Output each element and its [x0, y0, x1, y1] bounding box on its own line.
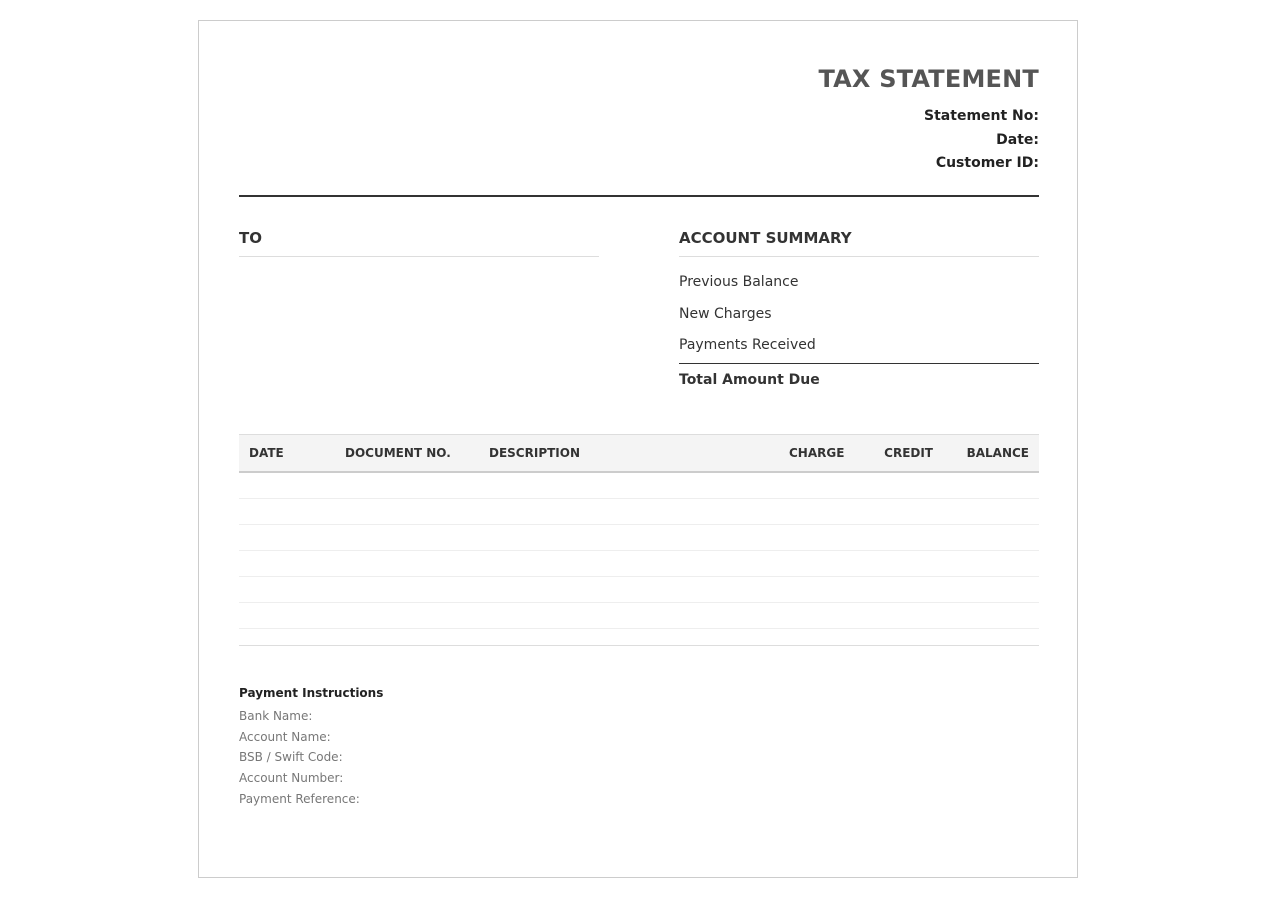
cell-credit [847, 498, 943, 524]
account-summary-list [679, 267, 1039, 396]
account-summary-section [679, 227, 1039, 396]
cell-description [479, 576, 779, 602]
cell-date [239, 498, 335, 524]
recipient-heading: TO [239, 227, 599, 257]
cell-credit [847, 472, 943, 499]
total-amount-due-label: Total Amount Due [679, 363, 1039, 396]
account-summary-heading: ACCOUNT SUMMARY [679, 227, 1039, 257]
statement-number-label: Statement No: [924, 108, 1039, 124]
account-number-label: Account Number: [239, 771, 344, 786]
bsb-swift-code-label: BSB / Swift Code: [239, 750, 343, 765]
cell-description [479, 550, 779, 576]
column-header-description: DESCRIPTION [479, 435, 779, 472]
cell-description [479, 498, 779, 524]
cell-credit [847, 602, 943, 628]
cell-credit [847, 524, 943, 550]
cell-document-no [335, 576, 479, 602]
cell-date [239, 472, 335, 499]
cell-balance [943, 472, 1039, 499]
cell-description [479, 524, 779, 550]
statement-page [198, 20, 1078, 878]
cell-document-no [335, 550, 479, 576]
column-header-charge: CHARGE [779, 435, 847, 472]
cell-charge [779, 550, 847, 576]
payment-instructions-heading: Payment Instructions [239, 686, 384, 700]
table-row [239, 602, 1039, 628]
table-row [239, 576, 1039, 602]
table-row [239, 498, 1039, 524]
column-header-date: DATE [239, 435, 335, 472]
account-name-label: Account Name: [239, 729, 331, 744]
column-header-credit: CREDIT [847, 435, 943, 472]
cell-document-no [335, 472, 479, 499]
previous-balance-label: Previous Balance [679, 274, 799, 290]
statement-header [239, 21, 1039, 197]
cell-credit [847, 576, 943, 602]
column-header-document-no: DOCUMENT NO. [335, 435, 479, 472]
statement-table [239, 434, 1039, 629]
cell-balance [943, 576, 1039, 602]
cell-charge [779, 576, 847, 602]
cell-document-no [335, 524, 479, 550]
table-row [239, 472, 1039, 499]
cell-date [239, 550, 335, 576]
statement-table-section [239, 434, 1039, 646]
cell-description [479, 602, 779, 628]
cell-document-no [335, 602, 479, 628]
bank-name-label: Bank Name: [239, 709, 313, 723]
cell-date [239, 524, 335, 550]
cell-charge [779, 472, 847, 499]
cell-description [479, 472, 779, 499]
cell-charge [779, 524, 847, 550]
cell-document-no [335, 498, 479, 524]
cell-balance [943, 524, 1039, 550]
payments-received-label: Payments Received [679, 337, 816, 353]
recipient-section [239, 227, 599, 257]
payment-reference-label: Payment Reference: [239, 791, 360, 806]
customer-id-label: Customer ID: [935, 155, 1039, 171]
table-header-row [239, 435, 1039, 472]
payment-instructions [239, 682, 639, 810]
statement-meta [924, 105, 1039, 176]
cell-date [239, 576, 335, 602]
table-bottom-rule [239, 629, 1039, 646]
cell-balance [943, 602, 1039, 628]
cell-balance [943, 550, 1039, 576]
column-header-balance: BALANCE [943, 435, 1039, 472]
cell-charge [779, 498, 847, 524]
cell-credit [847, 550, 943, 576]
table-row [239, 550, 1039, 576]
cell-date [239, 602, 335, 628]
new-charges-label: New Charges [679, 305, 772, 322]
document-title: TAX STATEMENT [818, 65, 1039, 93]
table-row [239, 524, 1039, 550]
cell-charge [779, 602, 847, 628]
statement-date-label: Date: [996, 131, 1039, 148]
cell-balance [943, 498, 1039, 524]
